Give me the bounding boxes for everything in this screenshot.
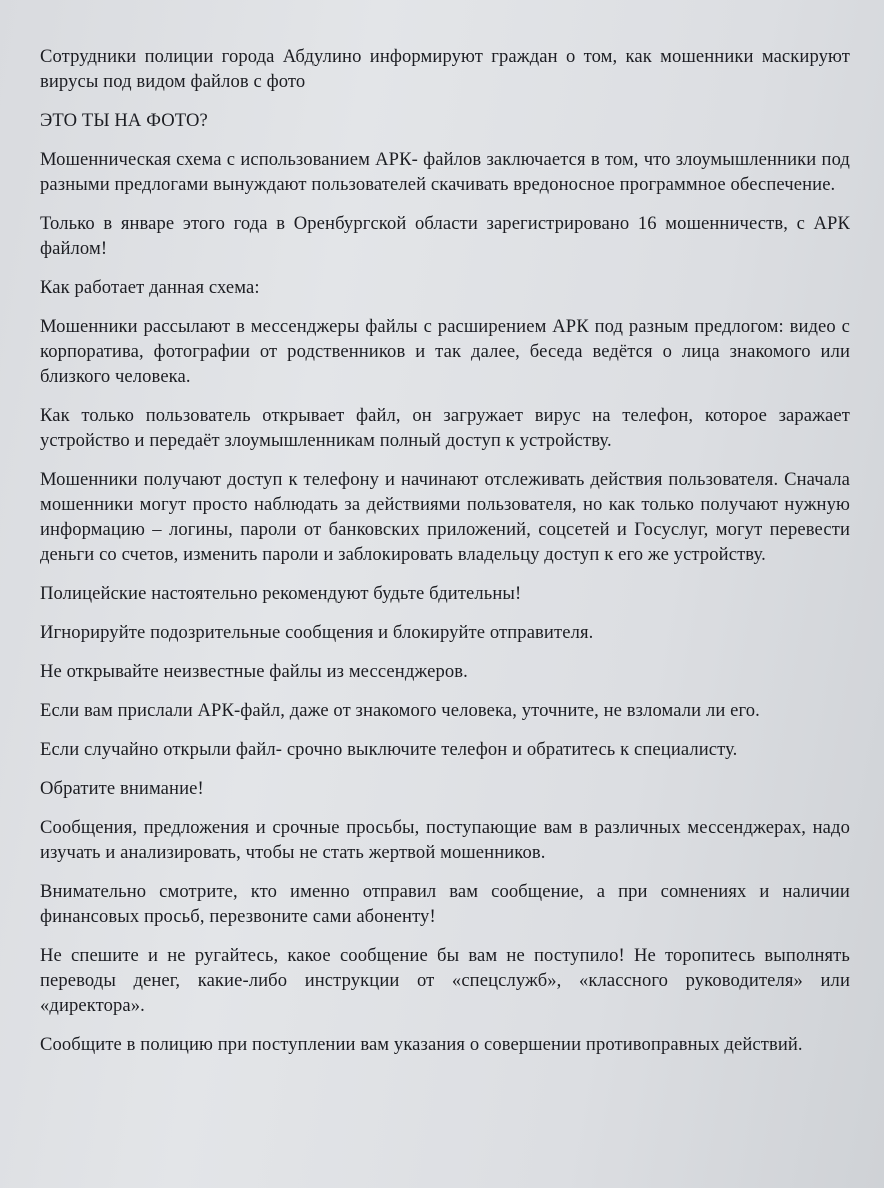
report-paragraph: Сообщите в полицию при поступлении вам указания о совершении противоправных действий. <box>40 1034 803 1055</box>
infection-paragraph: Как только пользователь открывает файл, он загружает вирус на телефон, которое заражает устройство и передаёт злоумышленникам полный доступ к устройству. <box>40 405 850 451</box>
access-paragraph: Мошенники получают доступ к телефону и начинают отслеживать действия пользователя. Сначала мошенники могут просто наблюдать за действиями пользователя, но как только получают нужную информацию – логины, пароли от банковских приложений, соцсетей и Госуслуг, могут перевести деньги со счетов, изменить пароли и заблокировать владельцу доступ к его же устройству. <box>40 469 850 565</box>
do-not-rush-paragraph: Не спешите и не ругайтесь, какое сообщение бы вам не поступило! Не торопитесь выполнять переводы денег, какие-либо инструкции от «спецслужб», «классного руководителя» или «директора». <box>40 945 850 1016</box>
tip-do-not-open: Не открывайте неизвестные файлы из мессенджеров. <box>40 661 468 682</box>
scheme-description-paragraph: Мошенническая схема с использованием АРК- файлов заключается в том, что злоумышленники под разными предлогами вынуждают пользователей скачивать вредоносное программное обеспечение. <box>40 149 850 195</box>
headline: ЭТО ТЫ НА ФОТО? <box>40 110 208 131</box>
recommendation-heading: Полицейские настоятельно рекомендуют будьте бдительны! <box>40 583 522 604</box>
analyze-messages-paragraph: Сообщения, предложения и срочные просьбы, поступающие вам в различных мессенджерах, надо изучать и анализировать, чтобы не стать жертвой мошенников. <box>40 817 850 863</box>
statistics-paragraph: Только в январе этого года в Оренбургской области зарегистрировано 16 мошенничеств, с АРК файлом! <box>40 213 850 259</box>
call-back-paragraph: Внимательно смотрите, кто именно отправил вам сообщение, а при сомнениях и наличии финансовых просьб, перезвоните сами абоненту! <box>40 881 850 927</box>
attention-heading: Обратите внимание! <box>40 778 204 799</box>
tip-turn-off-phone: Если случайно открыли файл- срочно выключите телефон и обратитесь к специалисту. <box>40 739 738 760</box>
how-it-works-heading: Как работает данная схема: <box>40 277 260 298</box>
tip-verify-sender: Если вам прислали АРК-файл, даже от знакомого человека, уточните, не взломали ли его. <box>40 700 760 721</box>
tip-ignore: Игнорируйте подозрительные сообщения и блокируйте отправителя. <box>40 622 594 643</box>
intro-paragraph: Сотрудники полиции города Абдулино информируют граждан о том, как мошенники маскируют вирусы под видом файлов с фото <box>40 46 850 92</box>
distribution-paragraph: Мошенники рассылают в мессенджеры файлы с расширением АРК под разным предлогом: видео с корпоратива, фотографии от родственников и так далее, беседа ведётся о лица знакомого или близкого человека. <box>40 316 850 387</box>
